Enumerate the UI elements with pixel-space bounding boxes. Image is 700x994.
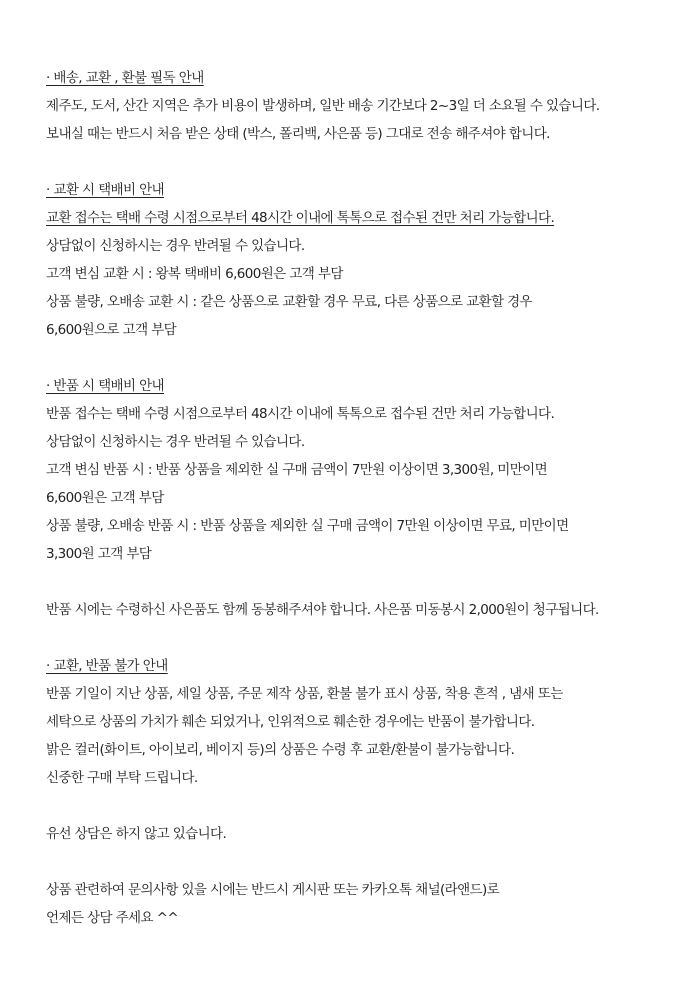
notice-line: 보내실 때는 반드시 처음 받은 상태 (박스, 폴리백, 사은품 등) 그대로 전송 해주셔야 합니다. bbox=[46, 126, 550, 142]
notice-line: 6,600원은 고객 부담 bbox=[46, 490, 164, 506]
spacer bbox=[46, 148, 686, 176]
notice-line: 반품 기일이 지난 상품, 세일 상품, 주문 제작 상품, 환불 불가 표시 상품, 착용 흔적 , 냄새 또는 bbox=[46, 686, 563, 702]
section-heading: · 교환, 반품 불가 안내 bbox=[46, 658, 168, 674]
notice-line: 언제든 상담 주세요 ^^ bbox=[46, 910, 179, 926]
notice-line: 상품 불량, 오배송 교환 시 : 같은 상품으로 교환할 경우 무료, 다른 상품으로 교환할 경우 bbox=[46, 294, 533, 310]
notice-line: 상품 관련하여 문의사항 있을 시에는 반드시 게시판 또는 카카오톡 채널(라앤드)로 bbox=[46, 882, 500, 898]
notice-line: 신중한 구매 부탁 드립니다. bbox=[46, 770, 198, 786]
spacer bbox=[46, 624, 686, 652]
section-contact-notice bbox=[46, 876, 686, 932]
section-no-exchange-return bbox=[46, 652, 686, 792]
notice-line: 유선 상담은 하지 않고 있습니다. bbox=[46, 826, 227, 842]
section-heading: · 반품 시 택배비 안내 bbox=[46, 378, 164, 394]
spacer bbox=[46, 848, 686, 876]
notice-line: 고객 변심 반품 시 : 반품 상품을 제외한 실 구매 금액이 7만원 이상이면 3,300원, 미만이면 bbox=[46, 462, 548, 478]
section-exchange-shipping-fee bbox=[46, 176, 686, 344]
notice-line: 고객 변심 교환 시 : 왕복 택배비 6,600원은 고객 부담 bbox=[46, 266, 343, 282]
notice-line: 상담없이 신청하시는 경우 반려될 수 있습니다. bbox=[46, 434, 305, 450]
notice-line: 세탁으로 상품의 가치가 훼손 되었거나, 인위적으로 훼손한 경우에는 반품이 불가합니다. bbox=[46, 714, 535, 730]
section-gift-notice bbox=[46, 596, 686, 624]
spacer bbox=[46, 568, 686, 596]
section-heading: · 배송, 교환 , 환불 필독 안내 bbox=[46, 70, 204, 86]
notice-line-emphasis: 교환 접수는 택배 수령 시점으로부터 48시간 이내에 톡톡으로 접수된 건만 처리 가능합니다. bbox=[46, 210, 555, 226]
section-phone-notice bbox=[46, 820, 686, 848]
notice-document bbox=[46, 64, 686, 932]
notice-line: 상품 불량, 오배송 반품 시 : 반품 상품을 제외한 실 구매 금액이 7만원 이상이면 무료, 미만이면 bbox=[46, 518, 569, 534]
notice-line: 반품 접수는 택배 수령 시점으로부터 48시간 이내에 톡톡으로 접수된 건만 처리 가능합니다. bbox=[46, 406, 555, 422]
notice-line: 6,600원으로 고객 부담 bbox=[46, 322, 177, 338]
section-heading: · 교환 시 택배비 안내 bbox=[46, 182, 164, 198]
notice-line: 제주도, 도서, 산간 지역은 추가 비용이 발생하며, 일반 배송 기간보다 2~3일 더 소요될 수 있습니다. bbox=[46, 98, 600, 114]
notice-line: 3,300원 고객 부담 bbox=[46, 546, 152, 562]
notice-line: 밝은 컬러(화이트, 아이보리, 베이지 등)의 상품은 수령 후 교환/환불이 불가능합니다. bbox=[46, 742, 515, 758]
notice-line: 상담없이 신청하시는 경우 반려될 수 있습니다. bbox=[46, 238, 305, 254]
notice-line: 반품 시에는 수령하신 사은품도 함께 동봉해주셔야 합니다. 사은품 미동봉시 2,000원이 청구됩니다. bbox=[46, 602, 599, 618]
section-shipping-exchange-refund bbox=[46, 64, 686, 148]
spacer bbox=[46, 792, 686, 820]
spacer bbox=[46, 344, 686, 372]
section-return-shipping-fee bbox=[46, 372, 686, 568]
